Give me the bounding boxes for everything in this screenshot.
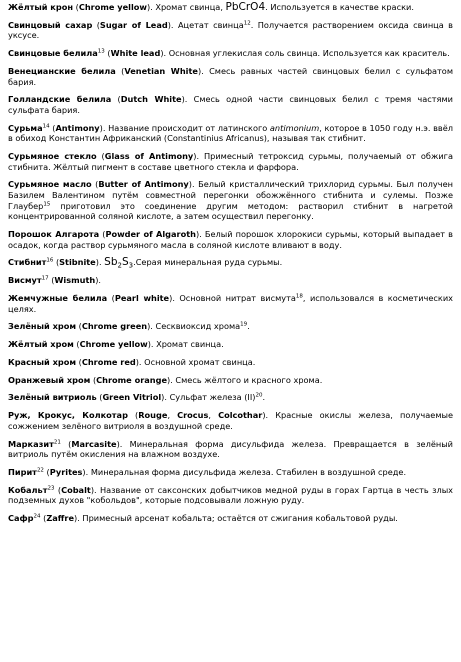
term: Свинцовый сахар	[8, 19, 93, 30]
entry-text: (	[96, 151, 105, 162]
term: Сурьма	[8, 122, 43, 133]
footnote-ref: 13	[97, 48, 105, 55]
glossary-entry	[8, 375, 453, 386]
footnote-ref: 16	[46, 257, 54, 264]
entry-text: ). Смесь одной части свинцовых белил с тремя частями сульфата бария.	[8, 94, 453, 115]
footnote-ref: 15	[43, 200, 51, 207]
term: Green Vitriol	[102, 392, 162, 403]
term: Зелёный хром	[8, 321, 77, 332]
entry-text: (	[40, 513, 47, 524]
glossary-entry	[8, 179, 453, 221]
entry-text: ). Хромат свинца.	[147, 339, 224, 350]
entry-text: приготовил это соединение другим методом: растворил стибнит в нагретой концентрированной соляной кислоте, а затем осуществил перегонку.	[8, 200, 453, 222]
entry-text: (	[92, 19, 100, 30]
entry-text: , которое в 1050 году н.э. ввёл в обиход Константин Африканский (Constantinius Africanus), называя так стибнит.	[8, 122, 454, 144]
entry-text: (	[104, 48, 111, 59]
footnote-ref: 23	[47, 485, 55, 492]
entry-text: ). Красные окислы железа, получаемые сожжением зелёного витриоля в воздушной среде.	[8, 410, 454, 431]
term: Powder of Algaroth	[105, 229, 196, 239]
term: Wismuth	[54, 275, 96, 286]
term: Stibnite	[59, 257, 96, 268]
term: Венецианские белила	[8, 65, 116, 76]
term: Chrome green	[81, 321, 148, 332]
footnote-ref: 18	[295, 293, 303, 300]
entry-text: ). Основная углекислая соль свинца. Используется как краситель.	[160, 48, 450, 59]
entry-text: .Серая минеральная руда сурьмы.	[133, 257, 283, 268]
glossary-entry	[8, 467, 453, 478]
term: Chrome orange	[96, 374, 168, 385]
glossary-entry	[8, 357, 453, 368]
glossary-entry	[8, 293, 453, 314]
entry-text: (	[43, 466, 50, 477]
entry-text: ). Сесквиоксид хрома	[147, 321, 241, 332]
entry-text: ).	[95, 257, 105, 268]
term: Sugar of Lead	[99, 19, 168, 30]
footnote-ref: 12	[243, 20, 251, 27]
term: Пирит	[8, 466, 37, 477]
entry-text: (	[54, 484, 62, 495]
entry-text: ). Смесь жёлтого и красного хрома.	[167, 374, 323, 385]
entry-text: ). Ацетат свинца	[167, 19, 244, 30]
entry-text: ). Сульфат железа (II)	[161, 392, 256, 403]
term: Оранжевый хром	[8, 374, 91, 385]
term: Zaffre	[46, 513, 75, 524]
term: Сурьмяное масло	[8, 179, 92, 190]
term: Жемчужные белила	[8, 292, 108, 303]
formula: PbCrO4	[225, 1, 266, 13]
glossary-entry	[8, 229, 453, 250]
term: Висмут	[8, 275, 42, 286]
entry-text: ). Белый кристаллический трихлорид сурьмы. Был получен Базилем Валентином путём совместной перегонки обожжённого стибнита и сулемы. Позже Глаубер	[8, 179, 453, 211]
entry-text: (	[90, 374, 97, 385]
term: Красный хром	[8, 356, 77, 367]
entry-text: (	[73, 2, 79, 12]
entry-text: (	[107, 292, 115, 303]
entry-text: (	[76, 356, 82, 367]
footnote-ref: 24	[33, 513, 41, 520]
footnote-ref: 19	[240, 321, 248, 328]
entry-text: ). Хромат свинца,	[146, 2, 226, 12]
entry-text: ). Название от саксонских добытчиков медной руды в горах Гартца в честь злых подземных духов "кобольдов", которые подсовывали ложную руду.	[8, 484, 454, 506]
term: Pearl white	[114, 292, 170, 303]
term: Свинцовые белила	[8, 48, 98, 59]
entry-text: ). Примесный арсенат кобальта; остаётся от сжигания кобальтовой руды.	[74, 513, 398, 524]
term: Кобальт	[8, 484, 48, 495]
formula: S	[121, 256, 129, 269]
footnote-ref: 21	[53, 438, 61, 445]
glossary-entry	[8, 275, 453, 286]
term: Pyrites	[49, 466, 83, 477]
entry-text: (	[76, 321, 82, 332]
term: Марказит	[8, 438, 54, 449]
entry-text: (	[73, 339, 80, 350]
term: Marcasite	[71, 438, 117, 449]
glossary-entry	[8, 321, 453, 332]
entry-text: (	[96, 392, 103, 403]
entry-text: (	[111, 94, 121, 105]
term: Голландские белила	[8, 94, 112, 105]
term: Руж, Крокус, Колкотар	[8, 410, 128, 421]
entry-text: (	[49, 122, 56, 133]
glossary-entry	[8, 439, 453, 460]
glossary-entry	[8, 94, 453, 115]
glossary-entry	[8, 48, 453, 59]
entry-text: (	[127, 410, 139, 421]
footnote-ref: 22	[36, 467, 44, 474]
entry-text: (	[53, 257, 60, 268]
term: Colcothar	[218, 410, 263, 421]
term: Cobalt	[61, 484, 91, 495]
entry-text: ). Основной нитрат висмута	[169, 292, 296, 303]
term: Сафр	[8, 513, 34, 524]
entry-text: (	[115, 65, 125, 76]
glossary-entry	[8, 410, 453, 431]
footnote-ref: 20	[255, 392, 263, 399]
entry-text: (	[60, 438, 72, 449]
term: Chrome red	[81, 356, 136, 367]
entry-text: ,	[167, 410, 178, 421]
glossary-entry	[8, 2, 453, 13]
entry-text: ). Примесный тетроксид сурьмы, получаемый от обжига стибнита. Жёлтый пигмент в составе цветного стекла и фарфора.	[8, 151, 453, 172]
entry-text: ). Название происходит от латинского	[99, 122, 270, 133]
entry-text: .	[247, 321, 250, 332]
term: Dutch White	[120, 94, 182, 105]
term: White lead	[110, 48, 161, 59]
entry-text: ). Белый порошок хлорокиси сурьмы, который выпадает в осадок, когда раствор сурьмяного масла в соляной кислоте вливают в воду.	[8, 229, 453, 250]
glossary-entry	[8, 20, 453, 41]
footnote-ref: 17	[41, 275, 49, 282]
term: Зелёный витриоль	[8, 392, 97, 403]
subscript: 3	[128, 262, 134, 271]
term: Butter of Antimony	[98, 179, 189, 190]
term: Стибнит	[8, 257, 47, 268]
term: Жёлтый крон	[8, 2, 74, 12]
footnote-ref: 14	[42, 122, 50, 129]
glossary-entry	[8, 123, 453, 144]
glossary-entry	[8, 151, 453, 172]
glossary-entry	[8, 392, 453, 403]
entry-text: ). Основной хромат свинца.	[135, 356, 256, 367]
subscript: 2	[117, 262, 122, 271]
term: Antimony	[55, 122, 100, 133]
glossary-entry	[8, 485, 453, 506]
term: Venetian White	[124, 65, 198, 76]
entry-text: ).	[95, 275, 102, 286]
glossary-entry	[8, 339, 453, 350]
term: Crocus	[177, 410, 209, 421]
entry-text: (	[48, 275, 55, 286]
italic-text: antimonium	[269, 122, 320, 133]
term: Порошок Алгарота	[8, 229, 100, 239]
term: Chrome yellow	[79, 339, 148, 350]
entry-text: ). Минеральная форма дисульфида железа. Стабилен в воздушной среде.	[82, 466, 407, 477]
entry-text: (	[91, 179, 99, 190]
term: Жёлтый хром	[8, 339, 74, 350]
glossary-entry	[8, 256, 453, 271]
entry-text: ). Смесь равных частей свинцовых белил с сульфатом бария.	[8, 65, 453, 87]
entry-text: ). Минеральная форма дисульфида железа. Превращается в зелёный витриоль путём окисления на влажном воздухе.	[8, 438, 454, 460]
term: Chrome yellow	[78, 2, 147, 12]
formula: Sb	[104, 256, 118, 269]
glossary-entry	[8, 66, 453, 87]
entry-text: .	[262, 392, 266, 403]
entry-text: , использовался в косметических целях.	[8, 292, 454, 314]
entry-text: (	[99, 229, 106, 239]
term: Rouge	[138, 410, 168, 421]
entry-text: . Используется в качестве краски.	[265, 2, 414, 12]
glossary-entry	[8, 513, 453, 524]
entry-text: ,	[208, 410, 219, 421]
term: Glass of Antimony	[104, 151, 194, 162]
entry-text: . Получается растворением оксида свинца в уксусе.	[8, 19, 454, 41]
term: Сурьмяное стекло	[8, 151, 97, 162]
